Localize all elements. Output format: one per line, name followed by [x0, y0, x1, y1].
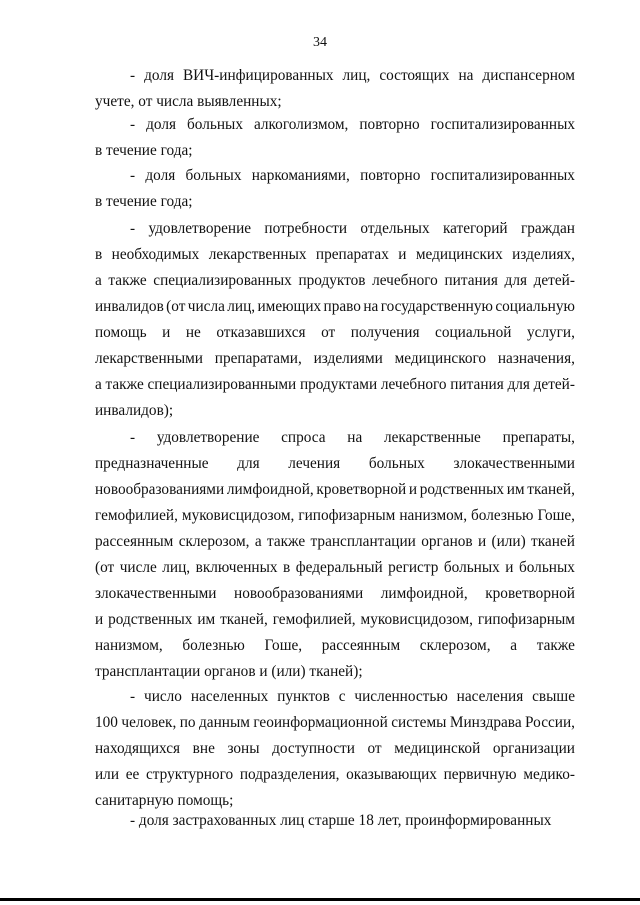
text-line: (от числе лиц, включенных в федеральный регистр больных и больных — [95, 559, 575, 576]
text-line: и родственных им тканей, гемофилией, муковисцидозом, гипофизарным — [95, 611, 575, 628]
text-line: предназначенные для лечения больных злокачественными — [95, 455, 575, 472]
text-line: - доля больных наркоманиями, повторно госпитализированных — [130, 167, 575, 184]
text-line: санитарную помощь; — [95, 792, 234, 809]
text-line: - удовлетворение потребности отдельных категорий граждан — [130, 220, 575, 237]
text-line: или ее структурного подразделения, оказывающих первичную медико- — [95, 766, 575, 783]
text-line: - число населенных пунктов с численностью населения свыше — [130, 688, 575, 705]
text-line: - доля больных алкоголизмом, повторно госпитализированных — [130, 116, 575, 133]
text-line: - доля ВИЧ-инфицированных лиц, состоящих на диспансерном — [130, 67, 575, 84]
page-number: 34 — [313, 35, 327, 50]
text-line: а также специализированных продуктов лечебного питания для детей- — [95, 272, 575, 289]
text-line: а также специализированными продуктами лечебного питания для детей- — [95, 376, 575, 393]
scan-edge-line — [0, 898, 640, 901]
text-line: инвалидов); — [95, 402, 174, 419]
text-line: в необходимых лекарственных препаратах и медицинских изделиях, — [95, 246, 575, 263]
text-line: - удовлетворение спроса на лекарственные препараты, — [130, 429, 575, 446]
text-line: нанизмом, болезнью Гоше, рассеянным склерозом, а также — [95, 637, 575, 654]
text-line: 100 человек, по данным геоинформационной системы Минздрава России, — [95, 714, 575, 731]
text-line: гемофилией, муковисцидозом, гипофизарным нанизмом, болезнью Гоше, — [95, 507, 575, 524]
text-line: помощь и не отказавшихся от получения социальной услуги, — [95, 324, 575, 341]
text-line: инвалидов (от числа лиц, имеющих право на государственную социальную — [95, 298, 575, 315]
text-line: в течение года; — [95, 193, 193, 210]
text-line: злокачественными новообразованиями лимфоидной, кроветворной — [95, 585, 575, 602]
text-line: в течение года; — [95, 142, 193, 159]
text-line: рассеянным склерозом, а также трансплантации органов и (или) тканей — [95, 533, 575, 550]
text-line: трансплантации органов и (или) тканей); — [95, 663, 363, 680]
text-line: учете, от числа выявленных; — [95, 93, 282, 110]
text-line: находящихся вне зоны доступности от медицинской организации — [95, 740, 575, 757]
text-line: - доля застрахованных лиц старше 18 лет, проинформированных — [130, 812, 552, 829]
text-line: лекарственными препаратами, изделиями медицинского назначения, — [95, 350, 575, 367]
text-line: новообразованиями лимфоидной, кроветворной и родственных им тканей, — [95, 481, 575, 498]
